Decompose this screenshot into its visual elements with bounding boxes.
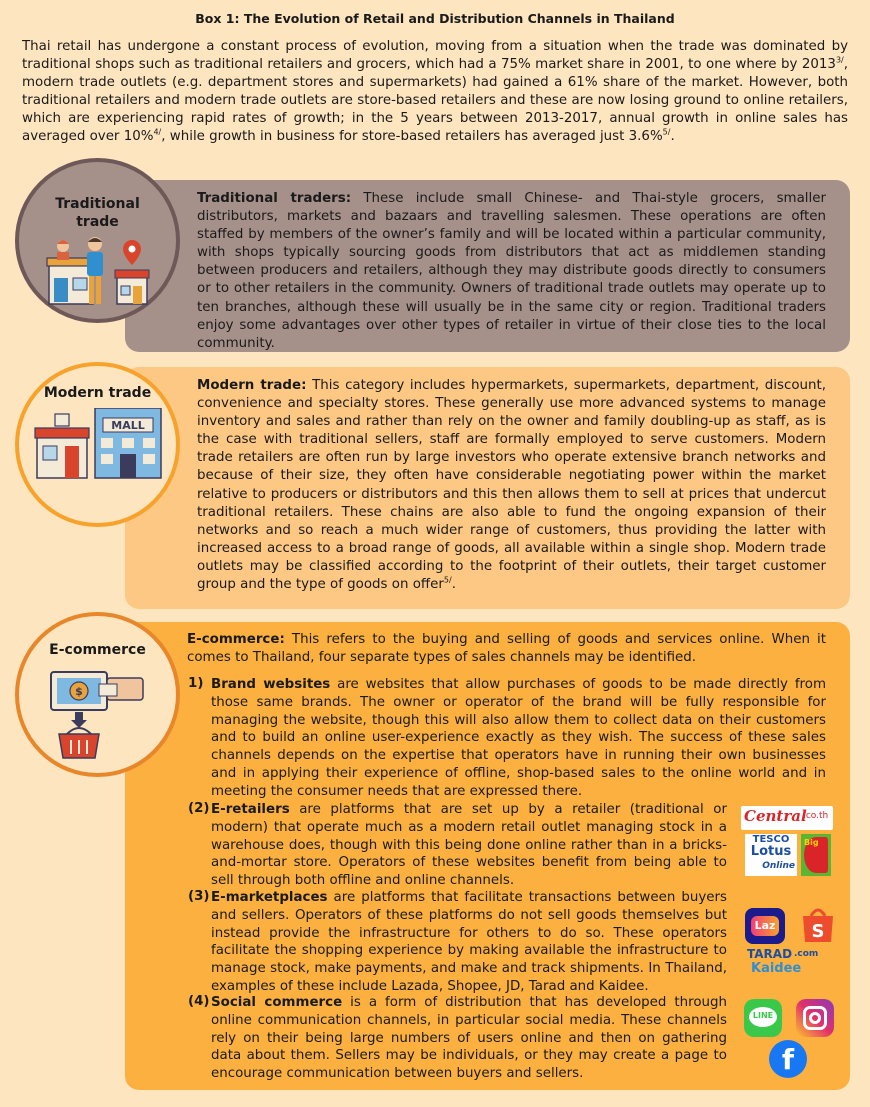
modern-trade-circle bbox=[15, 362, 180, 527]
footnote-ref[interactable]: 3/ bbox=[835, 55, 844, 65]
lazada-logo[interactable]: Laz bbox=[745, 908, 785, 944]
list-number: (2) bbox=[188, 801, 210, 816]
tesco-lotus-logo[interactable]: TESCO Lotus Online bbox=[745, 834, 797, 876]
mall-icon bbox=[33, 408, 165, 480]
modern-text: This category includes hypermarkets, supermarkets, department, discount, convenience and specialty stores. These generally use more advanced systems to manage inventory and sales and rather than rely on the owner and family doubling-up as staff, as is the case with traditional sellers, staff are formally employed to serve customers. Modern trade retailers are often run by large investors who operate extensive branch networks and because of their size, they often have considerable negotiating power within the market relative to producers or distributors and this then allows them to sell at prices that undercut traditional retailers. These chains are also able to fund the ongoing expansion of their networks and so reach a much wider range of customers, thus providing the latter with increased access to a broad range of goods, all available within a single shop. Modern trade outlets may be classified according to the footprint of their outlets, their target customer group and the type of goods on offer bbox=[197, 378, 826, 593]
ecommerce-intro: This refers to the buying and selling of goods and services online. When it comes to Thailand, four separate types of sales channels may be identified. bbox=[187, 632, 826, 666]
list-item: E-marketplaces are platforms that facilitate transactions between buyers and sellers. Operators of these platforms do not sell goods themselves but instead provide the infrastructure for others to do so. These operators facilitate the shopping experience by making available the infrastructure to manage stock, make payments, and make and track shipments. In Thailand, examples of these include Lazada, Shopee, JD, Tarad and Kaidee. bbox=[211, 890, 727, 994]
list-number: 1) bbox=[188, 676, 204, 691]
svg-text:S: S bbox=[811, 921, 825, 942]
intro-text-2: , modern trade outlets (e.g. department stores and supermarkets) had gained a 61% share of the market. However, both traditional retailers and modern trade outlets are store-based retailers and these are now losing ground to online retailers, which are experiencing rapid rates of growth; in the 5 years between 2013-2017, annual growth in online sales has averaged over 10% bbox=[22, 57, 848, 144]
ecommerce-label: E-commerce bbox=[49, 642, 146, 658]
instagram-logo[interactable] bbox=[796, 999, 834, 1037]
intro-text-4: . bbox=[670, 129, 675, 144]
ecommerce-circle bbox=[15, 612, 180, 777]
intro-text-3: , while growth in business for store-based retailers has averaged just 3.6% bbox=[161, 129, 663, 144]
central-logo[interactable]: Central .co.th bbox=[741, 806, 833, 830]
tarad-kaidee-logo[interactable]: TARAD .com Kaidee bbox=[747, 947, 819, 976]
traditional-trade-circle bbox=[15, 158, 180, 323]
traditional-trade-panel bbox=[125, 180, 850, 352]
intro-paragraph bbox=[22, 38, 848, 146]
modern-trade-panel bbox=[125, 367, 850, 609]
mall-sign: MALL bbox=[111, 419, 145, 432]
ecommerce-heading: E-commerce: bbox=[187, 632, 285, 647]
list-item: E-retailers are platforms that are set up by a retailer (traditional or modern) that operate much as a modern retail outlet managing stock in a warehouse does, though with this being done online rather than in a bricks-and-mortar store. Operators of these websites benefit from being able to sell through both offline and online channels. bbox=[211, 802, 727, 889]
modern-label: Modern trade bbox=[43, 385, 152, 401]
list-number: (3) bbox=[188, 889, 210, 904]
svg-text:$: $ bbox=[75, 685, 83, 698]
intro-text-1: Thai retail has undergone a constant process of evolution, moving from a situation when the trade was dominated by traditional shops such as traditional retailers and grocers, which had a 75% market share in 2001, to one where by 2013 bbox=[22, 39, 848, 72]
bigc-logo[interactable]: Big bbox=[801, 834, 831, 876]
footnote-ref[interactable]: 5/ bbox=[443, 575, 452, 585]
modern-text-end: . bbox=[451, 577, 456, 593]
traditional-label-2: trade bbox=[76, 214, 119, 230]
footnote-ref[interactable]: 4/ bbox=[153, 127, 162, 137]
modern-heading: Modern trade: bbox=[197, 378, 307, 393]
facebook-logo[interactable]: f bbox=[769, 1040, 807, 1078]
traditional-label-1: Traditional bbox=[55, 196, 140, 212]
list-number: (4) bbox=[188, 994, 210, 1009]
shopee-logo[interactable] bbox=[800, 906, 836, 944]
list-item: Brand websites are websites that allow purchases of goods to be made directly from those same brands. The owner or operator of the brand will be fully responsible for managing the website, though this will also allow them to collect data on their customers and to build an online user-experience exactly as they wish. The success of these sales channels depends on the expertise that operators have in running their own businesses and in applying their experience of offline, shop-based sales to the online world and in meeting the consumer needs that are expressed there. bbox=[211, 677, 826, 799]
traditional-shop-icon bbox=[45, 236, 155, 308]
traditional-text: These include small Chinese- and Thai-style grocers, smaller distributors, markets and bazaars and travelling salesmen. These operations are often staffed by members of the owner’s family and will be located within a particular community, with shops typically sourcing goods from distributors that act as middlemen standing between producers and retailers, although they may distribute goods directly to consumers or to other retailers in the community. Owners of traditional trade outlets may operate up to ten branches, although these will usually be in the same city or region. Traditional traders enjoy some advantages over other types of retailer in virtue of their close ties to the local community. bbox=[197, 191, 826, 351]
online-payment-icon bbox=[49, 670, 149, 762]
footnote-ref[interactable]: 5/ bbox=[662, 127, 671, 137]
list-item: Social commerce is a form of distribution that has developed through online communication channels, in particular social media. These channels rely on their being large numbers of users online and then on gathering data about them. Sellers may be individuals, or they may create a page to encourage communication between buyers and sellers. bbox=[211, 995, 727, 1082]
box-title: Box 1: The Evolution of Retail and Distribution Channels in Thailand bbox=[195, 11, 675, 26]
traditional-heading: Traditional traders: bbox=[197, 191, 352, 206]
line-logo[interactable]: LINE bbox=[744, 999, 782, 1037]
